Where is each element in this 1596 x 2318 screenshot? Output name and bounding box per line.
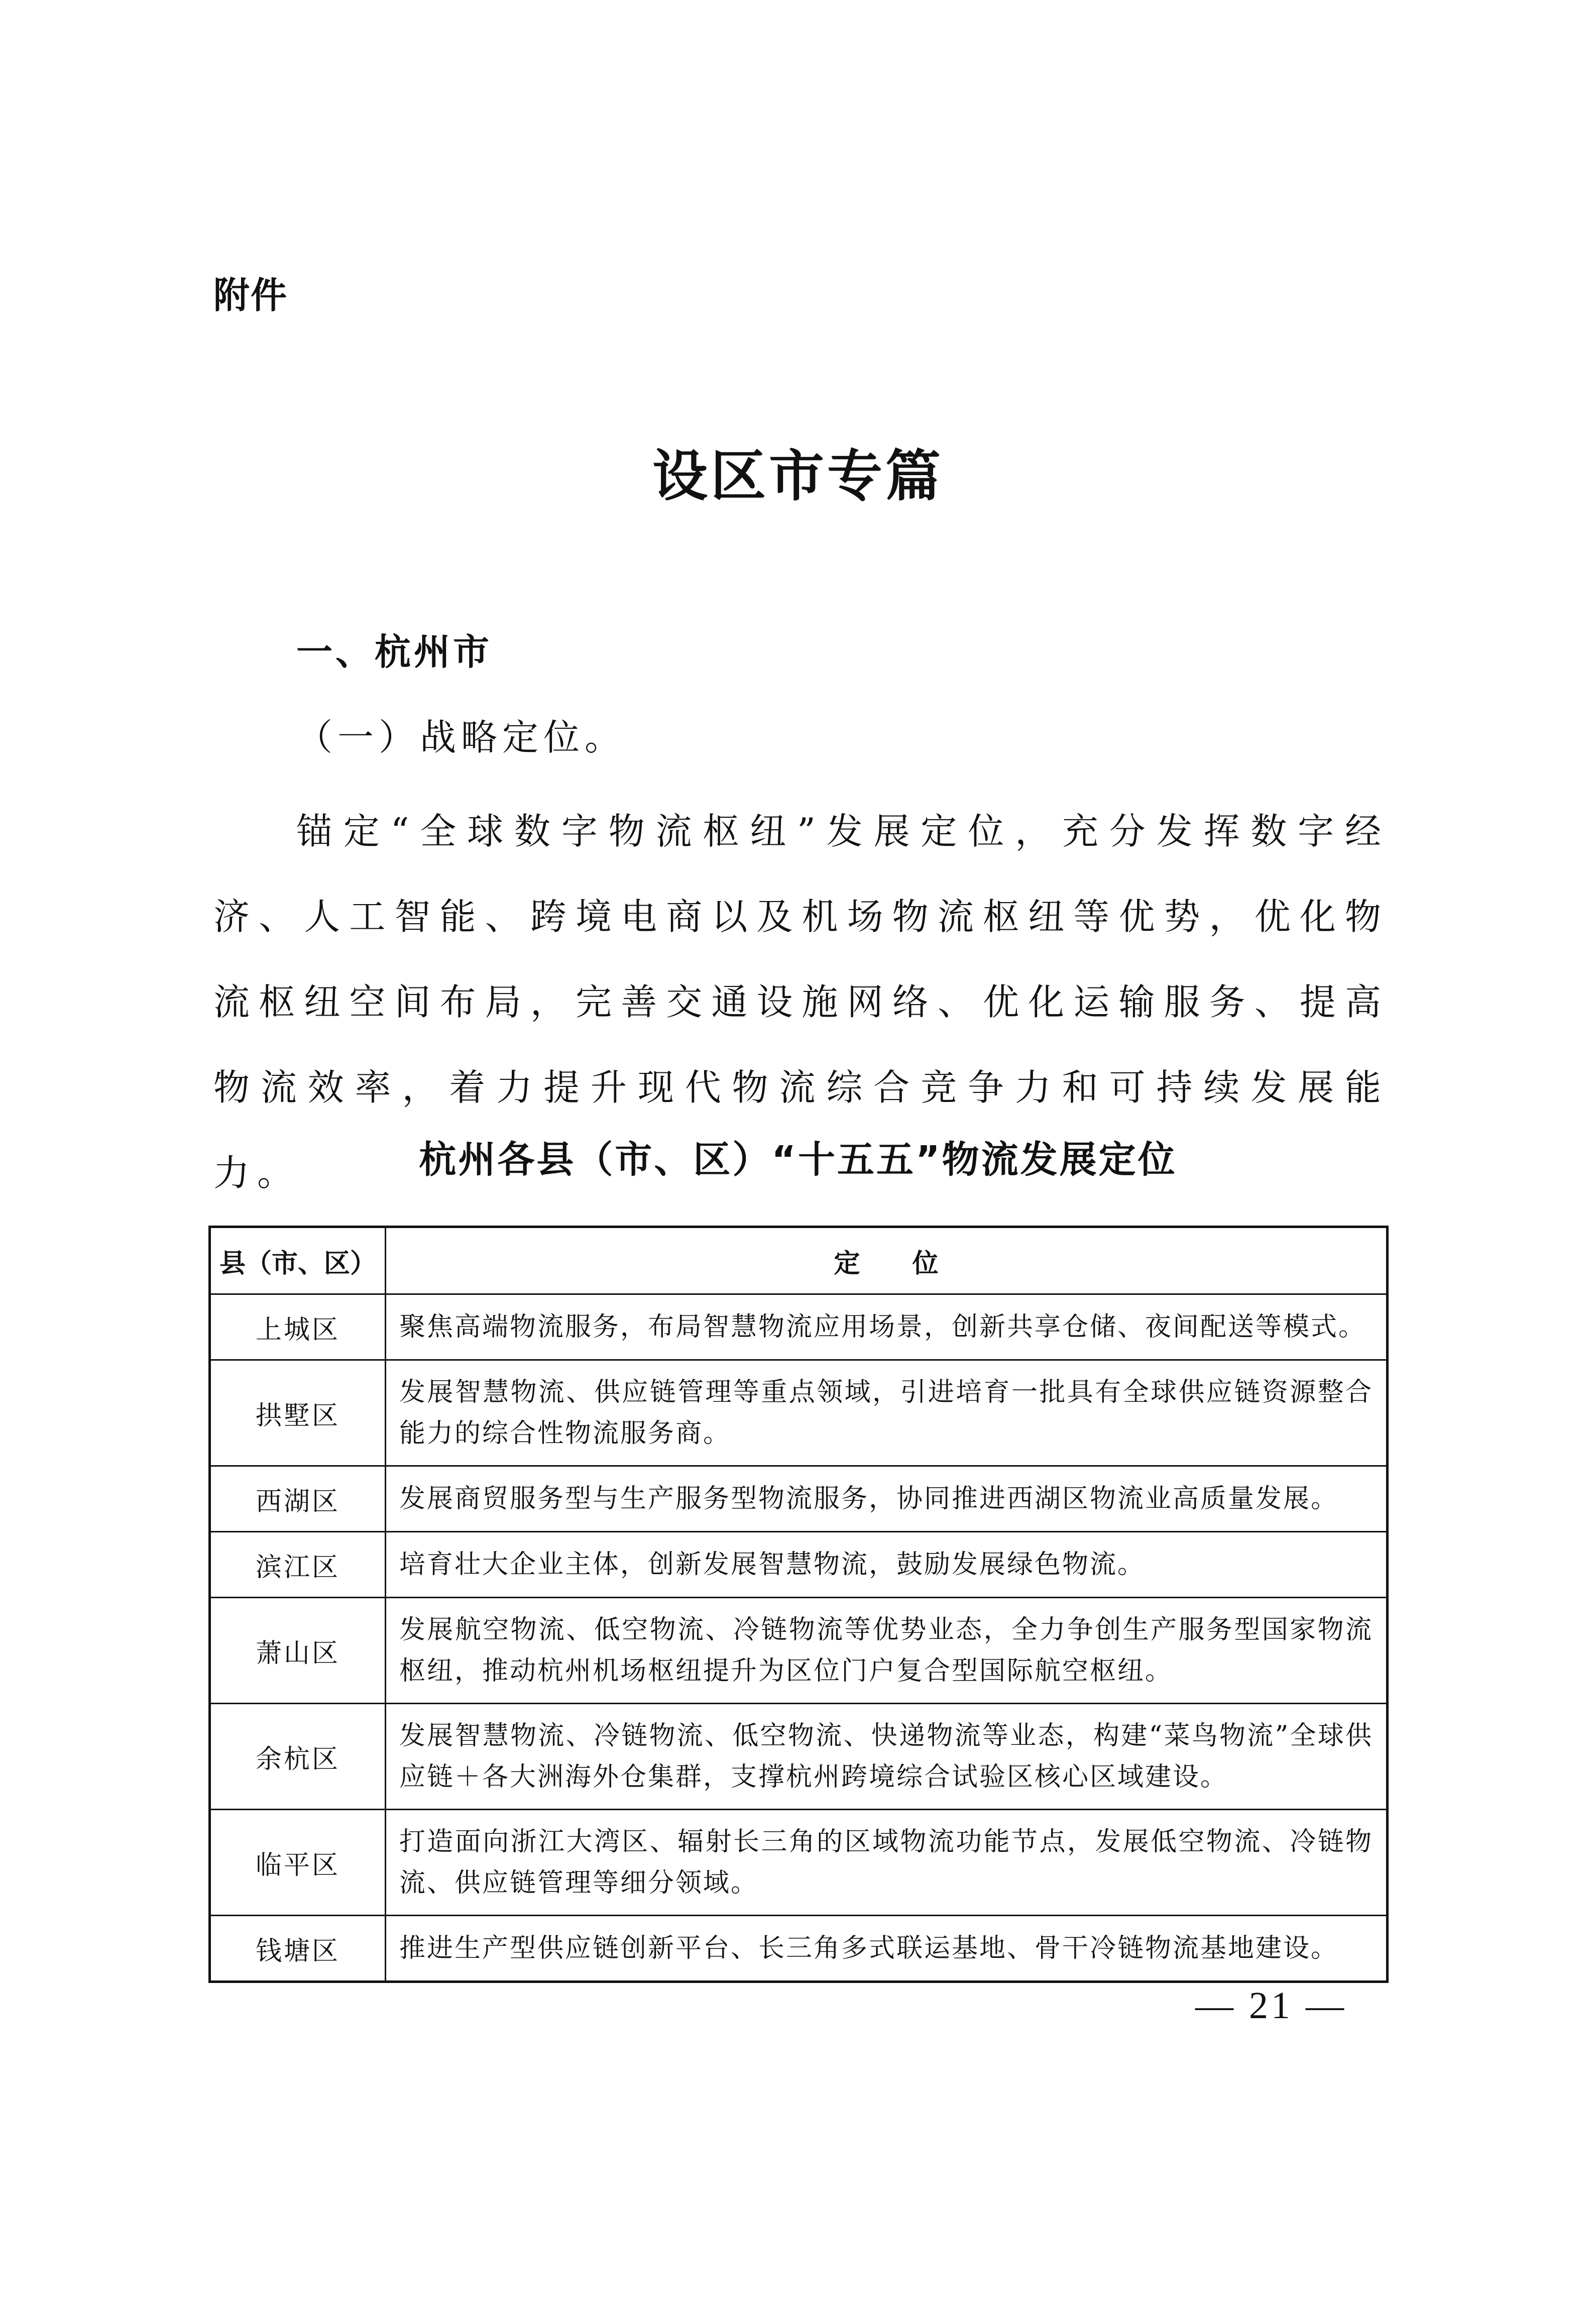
table-row (210, 1532, 1388, 1598)
position-cell: 发展智慧物流、冷链物流、低空物流、快递物流等业态，构建“菜鸟物流”全球供应链＋各大洲海外仓集群，支撑杭州跨境综合试验区核心区域建设。 (386, 1704, 1388, 1810)
position-cell: 发展智慧物流、供应链管理等重点领域，引进培育一批具有全球供应链资源整合能力的综合性物流服务商。 (386, 1360, 1388, 1466)
county-cell: 钱塘区 (210, 1916, 386, 1982)
page-title: 设区市专篇 (652, 444, 944, 508)
table-row (210, 1704, 1388, 1810)
county-cell: 上城区 (210, 1294, 386, 1360)
table-row (210, 1294, 1388, 1360)
table-row (210, 1360, 1388, 1466)
position-cell: 培育壮大企业主体，创新发展智慧物流，鼓励发展绿色物流。 (386, 1532, 1388, 1598)
county-cell: 西湖区 (210, 1466, 386, 1532)
table-row (210, 1598, 1388, 1704)
positioning-table (208, 1226, 1389, 1983)
position-cell: 发展航空物流、低空物流、冷链物流等优势业态，全力争创生产服务型国家物流枢纽，推动杭州机场枢纽提升为区位门户复合型国际航空枢纽。 (386, 1598, 1388, 1704)
county-cell: 余杭区 (210, 1704, 386, 1810)
attachment-label: 附件 (213, 274, 288, 316)
table-title: 杭州各县（市、区）“十五五”物流发展定位 (419, 1138, 1177, 1181)
position-cell: 聚焦高端物流服务，布局智慧物流应用场景，创新共享仓储、夜间配送等模式。 (386, 1294, 1388, 1360)
table-row (210, 1810, 1388, 1916)
header-position: 定 位 (386, 1227, 1388, 1294)
page-number: — 21 — (1195, 1984, 1347, 2027)
county-cell: 萧山区 (210, 1598, 386, 1704)
position-cell: 发展商贸服务型与生产服务型物流服务，协同推进西湖区物流业高质量发展。 (386, 1466, 1388, 1532)
county-cell: 滨江区 (210, 1532, 386, 1598)
position-cell: 推进生产型供应链创新平台、长三角多式联运基地、骨干冷链物流基地建设。 (386, 1916, 1388, 1982)
table-row (210, 1466, 1388, 1532)
subsection-heading: （一）战略定位。 (296, 716, 626, 758)
county-cell: 拱墅区 (210, 1360, 386, 1466)
header-county: 县（市、区） (210, 1227, 386, 1294)
county-cell: 临平区 (210, 1810, 386, 1916)
table-header-row (210, 1227, 1388, 1294)
table-row (210, 1916, 1388, 1982)
section-heading: 一、杭州市 (296, 631, 493, 673)
strategy-paragraph: 锚定“全球数字物流枢纽”发展定位，充分发挥数字经济、人工智能、跨境电商以及机场物流枢纽等优势，优化物流枢纽空间布局，完善交通设施网络、优化运输服务、提高物流效率，着力提升现代物流综合竞争力和可持续发展能力。 (213, 810, 1389, 1194)
position-cell: 打造面向浙江大湾区、辐射长三角的区域物流功能节点，发展低空物流、冷链物流、供应链管理等细分领域。 (386, 1810, 1388, 1916)
